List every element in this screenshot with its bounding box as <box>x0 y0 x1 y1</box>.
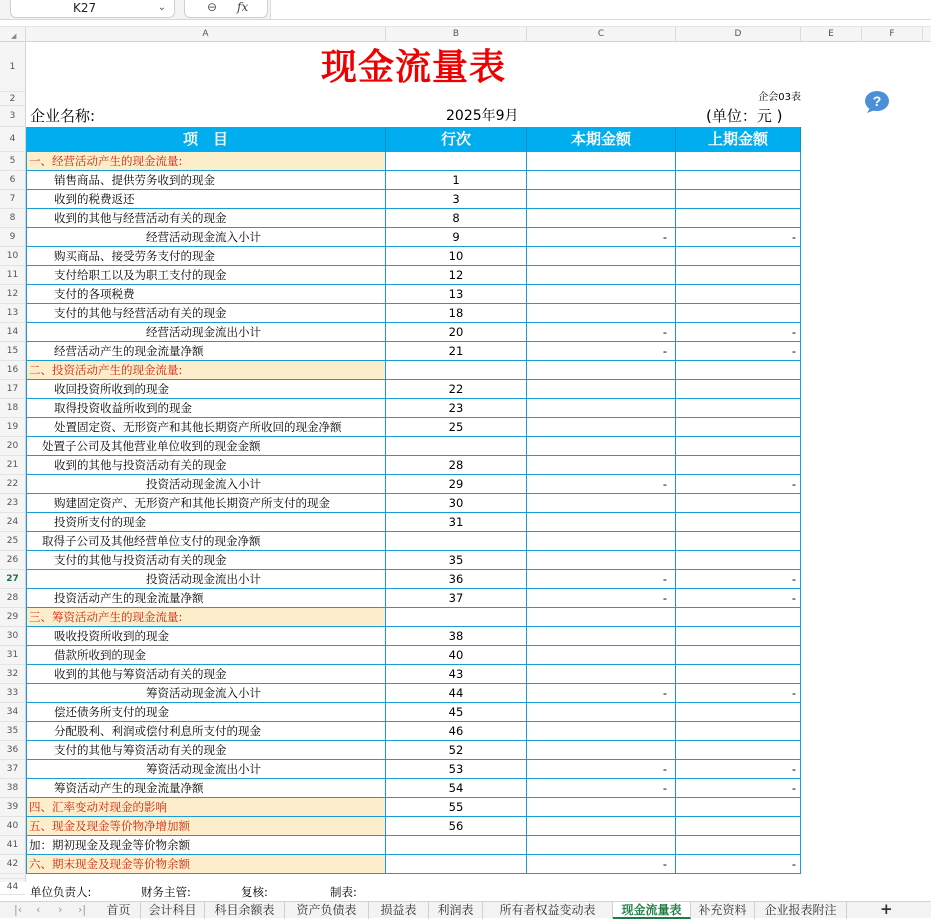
table-row <box>26 646 801 665</box>
current-amount-cell[interactable]: - <box>527 760 676 779</box>
table-row <box>26 665 801 684</box>
finance-label: 财务主管: <box>141 885 191 899</box>
row-number[interactable]: 6 <box>0 171 25 190</box>
current-amount-cell[interactable]: - <box>527 684 676 703</box>
table-row <box>26 266 801 285</box>
item-cell[interactable]: 支付的其他与投资活动有关的现金 <box>26 551 386 570</box>
column-header-a[interactable]: A <box>26 27 386 42</box>
previous-amount-cell[interactable] <box>676 798 801 817</box>
item-cell[interactable]: 偿还债务所支付的现金 <box>26 703 386 722</box>
current-amount-cell[interactable] <box>527 608 676 627</box>
table-row <box>26 171 801 190</box>
previous-amount-cell[interactable]: - <box>676 779 801 798</box>
item-cell[interactable]: 六、期末现金及现金等价物余额 <box>26 855 386 874</box>
table-row <box>26 209 801 228</box>
add-sheet-icon[interactable]: + <box>880 900 893 918</box>
row-number[interactable]: 12 <box>0 285 25 304</box>
previous-amount-cell[interactable] <box>676 171 801 190</box>
item-cell[interactable]: 销售商品、提供劳务收到的现金 <box>26 171 386 190</box>
previous-amount-cell[interactable] <box>676 646 801 665</box>
current-amount-cell[interactable]: - <box>527 342 676 361</box>
previous-amount-cell[interactable] <box>676 190 801 209</box>
form-code: 企会03表 <box>758 92 801 103</box>
item-cell[interactable]: 投资活动现金流出小计 <box>26 570 386 589</box>
item-cell[interactable]: 取得投资收益所收到的现金 <box>26 399 386 418</box>
table-row <box>26 608 801 627</box>
unit-label: (单位：元 ) <box>706 107 783 125</box>
previous-amount-cell[interactable] <box>676 703 801 722</box>
current-amount-cell[interactable] <box>527 247 676 266</box>
row-number[interactable]: 35 <box>0 722 25 741</box>
row-number[interactable]: 16 <box>0 361 25 380</box>
header-previous: 上期金额 <box>676 127 801 152</box>
previous-amount-cell[interactable]: - <box>676 323 801 342</box>
item-cell[interactable]: 收到的其他与经营活动有关的现金 <box>26 209 386 228</box>
row-number[interactable]: 10 <box>0 247 25 266</box>
row-header <box>0 42 26 892</box>
previous-amount-cell[interactable] <box>676 551 801 570</box>
table-row <box>26 228 801 247</box>
previous-amount-cell[interactable] <box>676 437 801 456</box>
table-row <box>26 551 801 570</box>
table-row <box>26 247 801 266</box>
line-number-cell[interactable]: 37 <box>386 589 527 608</box>
line-number-cell[interactable] <box>386 608 527 627</box>
table-row <box>26 418 801 437</box>
line-number-cell[interactable]: 23 <box>386 399 527 418</box>
previous-amount-cell[interactable] <box>676 247 801 266</box>
prepared-label: 制表: <box>330 885 357 899</box>
header-line: 行次 <box>386 127 527 152</box>
current-amount-cell[interactable] <box>527 703 676 722</box>
row-number[interactable]: 36 <box>0 741 25 760</box>
sheet-tab[interactable]: 会计科目 <box>141 902 205 919</box>
column-header-b[interactable]: B <box>386 27 527 42</box>
line-number-cell[interactable] <box>386 836 527 855</box>
column-header-d[interactable]: D <box>676 27 801 42</box>
company-name-label: 企业名称: <box>30 107 96 125</box>
table-row <box>26 703 801 722</box>
sheet-tab[interactable]: 补充资料 <box>691 902 755 919</box>
table-row <box>26 570 801 589</box>
line-number-cell[interactable]: 21 <box>386 342 527 361</box>
table-row <box>26 361 801 380</box>
previous-amount-cell[interactable]: - <box>676 228 801 247</box>
table-row <box>26 817 801 836</box>
table-row <box>26 456 801 475</box>
item-cell[interactable]: 三、筹资活动产生的现金流量: <box>26 608 386 627</box>
header-current: 本期金额 <box>527 127 676 152</box>
item-cell[interactable]: 取得子公司及其他经营单位支付的现金净额 <box>26 532 386 551</box>
previous-amount-cell[interactable] <box>676 494 801 513</box>
line-number-cell[interactable]: 1 <box>386 171 527 190</box>
current-amount-cell[interactable] <box>527 380 676 399</box>
column-header <box>0 26 931 42</box>
table-row <box>26 475 801 494</box>
select-all-corner[interactable]: ◢ <box>0 27 26 42</box>
table-row <box>26 741 801 760</box>
line-number-cell[interactable]: 25 <box>386 418 527 437</box>
row-number[interactable]: 31 <box>0 646 25 665</box>
last-sheet-icon[interactable]: ›| <box>78 903 87 916</box>
line-number-cell[interactable]: 13 <box>386 285 527 304</box>
previous-amount-cell[interactable]: - <box>676 342 801 361</box>
row-number[interactable]: 19 <box>0 418 25 437</box>
previous-amount-cell[interactable] <box>676 152 801 171</box>
previous-amount-cell[interactable] <box>676 418 801 437</box>
table-row <box>26 532 801 551</box>
row-number[interactable]: 34 <box>0 703 25 722</box>
sheet-tab[interactable]: 损益表 <box>369 902 429 919</box>
row-number[interactable]: 39 <box>0 798 25 817</box>
previous-amount-cell[interactable]: - <box>676 475 801 494</box>
item-cell[interactable]: 筹资活动现金流出小计 <box>26 760 386 779</box>
report-period: 2025年9月 <box>446 108 519 124</box>
previous-amount-cell[interactable] <box>676 722 801 741</box>
current-amount-cell[interactable]: - <box>527 475 676 494</box>
line-number-cell[interactable]: 30 <box>386 494 527 513</box>
line-number-cell[interactable]: 38 <box>386 627 527 646</box>
row-number[interactable]: 1 <box>0 42 25 92</box>
row-number[interactable]: 4 <box>0 127 25 152</box>
row-number[interactable]: 38 <box>0 779 25 798</box>
line-number-cell[interactable]: 45 <box>386 703 527 722</box>
row-number[interactable]: 9 <box>0 228 25 247</box>
row-number[interactable]: 33 <box>0 684 25 703</box>
line-number-cell[interactable]: 46 <box>386 722 527 741</box>
item-cell[interactable]: 处置子公司及其他营业单位收到的现金金额 <box>26 437 386 456</box>
item-cell[interactable]: 经营活动现金流入小计 <box>26 228 386 247</box>
table-row <box>26 798 801 817</box>
line-number-cell[interactable]: 31 <box>386 513 527 532</box>
line-number-cell[interactable]: 53 <box>386 760 527 779</box>
row-number[interactable]: 32 <box>0 665 25 684</box>
sheet-grid[interactable] <box>26 42 931 899</box>
previous-amount-cell[interactable] <box>676 380 801 399</box>
item-cell[interactable]: 借款所收到的现金 <box>26 646 386 665</box>
table-row <box>26 836 801 855</box>
review-label: 复核: <box>241 885 268 899</box>
table-row <box>26 380 801 399</box>
help-icon[interactable] <box>864 90 890 114</box>
item-cell[interactable]: 购买商品、接受劳务支付的现金 <box>26 247 386 266</box>
sheet-tab[interactable]: 现金流量表 <box>613 902 691 919</box>
row-number[interactable]: 2 <box>0 92 25 106</box>
previous-amount-cell[interactable] <box>676 513 801 532</box>
item-cell[interactable]: 收到的税费返还 <box>26 190 386 209</box>
previous-amount-cell[interactable]: - <box>676 589 801 608</box>
table-row <box>26 589 801 608</box>
row-number[interactable]: 7 <box>0 190 25 209</box>
current-amount-cell[interactable]: - <box>527 855 676 874</box>
table-row <box>26 722 801 741</box>
table-row <box>26 285 801 304</box>
previous-amount-cell[interactable] <box>676 836 801 855</box>
table-row <box>26 437 801 456</box>
line-number-cell[interactable]: 18 <box>386 304 527 323</box>
line-number-cell[interactable]: 54 <box>386 779 527 798</box>
item-cell[interactable]: 收到的其他与投资活动有关的现金 <box>26 456 386 475</box>
prev-sheet-icon[interactable]: ‹ <box>36 903 41 916</box>
row-number[interactable]: 42 <box>0 855 25 874</box>
line-number-cell[interactable]: 56 <box>386 817 527 836</box>
line-number-cell[interactable] <box>386 361 527 380</box>
header-item: 项 目 <box>26 127 386 152</box>
row-number[interactable]: 20 <box>0 437 25 456</box>
current-amount-cell[interactable] <box>527 836 676 855</box>
sheet-tab[interactable]: 企业报表附注 <box>755 902 847 919</box>
table-row <box>26 152 801 171</box>
current-amount-cell[interactable] <box>527 513 676 532</box>
row-number[interactable]: 5 <box>0 152 25 171</box>
row-number[interactable]: 22 <box>0 475 25 494</box>
row-number[interactable]: 41 <box>0 836 25 855</box>
row-number[interactable]: 15 <box>0 342 25 361</box>
current-amount-cell[interactable] <box>527 190 676 209</box>
item-cell[interactable]: 吸收投资所收到的现金 <box>26 627 386 646</box>
zoom-out-icon[interactable]: ⊖ <box>207 0 218 14</box>
line-number-cell[interactable]: 52 <box>386 741 527 760</box>
current-amount-cell[interactable] <box>527 418 676 437</box>
table-row <box>26 779 801 798</box>
current-amount-cell[interactable] <box>527 399 676 418</box>
sheet-tab[interactable]: 科目余额表 <box>205 902 285 919</box>
row-number[interactable]: 25 <box>0 532 25 551</box>
row-number[interactable]: 8 <box>0 209 25 228</box>
current-amount-cell[interactable] <box>527 152 676 171</box>
item-cell[interactable]: 支付的其他与筹资活动有关的现金 <box>26 741 386 760</box>
line-number-cell[interactable]: 40 <box>386 646 527 665</box>
item-cell[interactable]: 支付给职工以及为职工支付的现金 <box>26 266 386 285</box>
formula-input[interactable] <box>270 0 931 19</box>
sheet-tab[interactable]: 利润表 <box>429 902 483 919</box>
row-number[interactable]: 29 <box>0 608 25 627</box>
line-number-cell[interactable]: 22 <box>386 380 527 399</box>
row-number[interactable]: 37 <box>0 760 25 779</box>
previous-amount-cell[interactable] <box>676 456 801 475</box>
line-number-cell[interactable]: 29 <box>386 475 527 494</box>
column-header-f[interactable]: F <box>862 27 923 42</box>
previous-amount-cell[interactable] <box>676 608 801 627</box>
line-number-cell[interactable]: 35 <box>386 551 527 570</box>
row-number[interactable]: 21 <box>0 456 25 475</box>
sheet-tab-bar <box>0 901 931 918</box>
table-row <box>26 760 801 779</box>
row-number[interactable]: 3 <box>0 106 25 127</box>
sheet-tab[interactable]: 首页 <box>97 902 141 919</box>
svg-text:?: ? <box>872 93 882 109</box>
table-row <box>26 684 801 703</box>
previous-amount-cell[interactable]: - <box>676 684 801 703</box>
row-number[interactable]: 18 <box>0 399 25 418</box>
table-header <box>26 127 801 152</box>
previous-amount-cell[interactable] <box>676 304 801 323</box>
previous-amount-cell[interactable] <box>676 361 801 380</box>
previous-amount-cell[interactable] <box>676 266 801 285</box>
line-number-cell[interactable]: 8 <box>386 209 527 228</box>
row-number[interactable]: 23 <box>0 494 25 513</box>
line-number-cell[interactable]: 44 <box>386 684 527 703</box>
previous-amount-cell[interactable] <box>676 532 801 551</box>
item-cell[interactable]: 处置固定资、无形资产和其他长期资产所收回的现金净额 <box>26 418 386 437</box>
current-amount-cell[interactable] <box>527 665 676 684</box>
table-row <box>26 855 801 874</box>
current-amount-cell[interactable] <box>527 437 676 456</box>
row-number[interactable]: 27 <box>0 570 25 589</box>
current-amount-cell[interactable]: - <box>527 570 676 589</box>
previous-amount-cell[interactable] <box>676 817 801 836</box>
current-amount-cell[interactable] <box>527 646 676 665</box>
row-number[interactable]: 40 <box>0 817 25 836</box>
function-box <box>184 0 268 18</box>
current-amount-cell[interactable]: - <box>527 228 676 247</box>
row-number[interactable]: 28 <box>0 589 25 608</box>
current-amount-cell[interactable]: - <box>527 779 676 798</box>
item-cell[interactable]: 支付的各项税费 <box>26 285 386 304</box>
sheet-tab[interactable]: 所有者权益变动表 <box>483 902 613 919</box>
current-amount-cell[interactable]: - <box>527 323 676 342</box>
table-row <box>26 342 801 361</box>
current-amount-cell[interactable] <box>527 722 676 741</box>
previous-amount-cell[interactable] <box>676 741 801 760</box>
line-number-cell[interactable]: 55 <box>386 798 527 817</box>
table-row <box>26 304 801 323</box>
row-number[interactable]: 14 <box>0 323 25 342</box>
previous-amount-cell[interactable] <box>676 665 801 684</box>
line-number-cell[interactable] <box>386 532 527 551</box>
column-header-e[interactable]: E <box>801 27 862 42</box>
current-amount-cell[interactable] <box>527 361 676 380</box>
item-cell[interactable]: 投资所支付的现金 <box>26 513 386 532</box>
item-cell[interactable]: 支付的其他与经营活动有关的现金 <box>26 304 386 323</box>
line-number-cell[interactable] <box>386 152 527 171</box>
item-cell[interactable]: 五、现金及现金等价物净增加额 <box>26 817 386 836</box>
item-cell[interactable]: 收回投资所收到的现金 <box>26 380 386 399</box>
column-header-c[interactable]: C <box>527 27 676 42</box>
current-amount-cell[interactable] <box>527 817 676 836</box>
current-amount-cell[interactable] <box>527 171 676 190</box>
item-cell[interactable]: 一、经营活动产生的现金流量: <box>26 152 386 171</box>
formula-bar <box>0 0 931 20</box>
row-number[interactable]: 13 <box>0 304 25 323</box>
item-cell[interactable]: 投资活动现金流入小计 <box>26 475 386 494</box>
current-amount-cell[interactable] <box>527 494 676 513</box>
previous-amount-cell[interactable]: - <box>676 855 801 874</box>
row-number[interactable]: 24 <box>0 513 25 532</box>
sheet-tab[interactable]: 资产负债表 <box>285 902 369 919</box>
row-number[interactable]: 11 <box>0 266 25 285</box>
table-row <box>26 399 801 418</box>
table-row <box>26 323 801 342</box>
line-number-cell[interactable]: 36 <box>386 570 527 589</box>
insert-function-icon[interactable]: fx <box>237 0 249 14</box>
row-number[interactable]: 30 <box>0 627 25 646</box>
line-number-cell[interactable]: 28 <box>386 456 527 475</box>
line-number-cell[interactable]: 9 <box>386 228 527 247</box>
line-number-cell[interactable]: 20 <box>386 323 527 342</box>
manager-label: 单位负责人: <box>30 885 92 899</box>
item-cell[interactable]: 分配股利、利润或偿付利息所支付的现金 <box>26 722 386 741</box>
current-amount-cell[interactable]: - <box>527 589 676 608</box>
current-amount-cell[interactable] <box>527 627 676 646</box>
table-row <box>26 627 801 646</box>
current-amount-cell[interactable] <box>527 456 676 475</box>
current-amount-cell[interactable] <box>527 551 676 570</box>
item-cell[interactable]: 二、投资活动产生的现金流量: <box>26 361 386 380</box>
item-cell[interactable]: 加：期初现金及现金等价物余额 <box>26 836 386 855</box>
current-amount-cell[interactable] <box>527 741 676 760</box>
chevron-down-icon[interactable]: ⌄ <box>157 2 166 13</box>
previous-amount-cell[interactable] <box>676 627 801 646</box>
name-box-value: K27 <box>73 1 97 15</box>
item-cell[interactable]: 经营活动产生的现金流量净额 <box>26 342 386 361</box>
item-cell[interactable]: 筹资活动产生的现金流量净额 <box>26 779 386 798</box>
row-number[interactable]: 44 <box>0 879 25 895</box>
item-cell[interactable]: 购建固定资产、无形资产和其他长期资产所支付的现金 <box>26 494 386 513</box>
line-number-cell[interactable]: 3 <box>386 190 527 209</box>
name-box[interactable] <box>10 0 175 18</box>
item-cell[interactable]: 投资活动产生的现金流量净额 <box>26 589 386 608</box>
line-number-cell[interactable]: 10 <box>386 247 527 266</box>
current-amount-cell[interactable] <box>527 532 676 551</box>
current-amount-cell[interactable] <box>527 285 676 304</box>
report-title: 现金流量表 <box>320 47 506 88</box>
previous-amount-cell[interactable] <box>676 399 801 418</box>
table-row <box>26 494 801 513</box>
previous-amount-cell[interactable] <box>676 209 801 228</box>
item-cell[interactable]: 经营活动现金流出小计 <box>26 323 386 342</box>
table-row <box>26 190 801 209</box>
table-row <box>26 513 801 532</box>
next-sheet-icon[interactable]: › <box>58 903 63 916</box>
current-amount-cell[interactable] <box>527 304 676 323</box>
previous-amount-cell[interactable] <box>676 285 801 304</box>
previous-amount-cell[interactable]: - <box>676 760 801 779</box>
previous-amount-cell[interactable]: - <box>676 570 801 589</box>
item-cell[interactable]: 四、汇率变动对现金的影响 <box>26 798 386 817</box>
line-number-cell[interactable]: 43 <box>386 665 527 684</box>
line-number-cell[interactable] <box>386 437 527 456</box>
current-amount-cell[interactable] <box>527 798 676 817</box>
item-cell[interactable]: 筹资活动现金流入小计 <box>26 684 386 703</box>
item-cell[interactable]: 收到的其他与筹资活动有关的现金 <box>26 665 386 684</box>
row-number[interactable]: 17 <box>0 380 25 399</box>
line-number-cell[interactable]: 12 <box>386 266 527 285</box>
current-amount-cell[interactable] <box>527 209 676 228</box>
first-sheet-icon[interactable]: |‹ <box>14 903 23 916</box>
row-number[interactable]: 26 <box>0 551 25 570</box>
line-number-cell[interactable] <box>386 855 527 874</box>
current-amount-cell[interactable] <box>527 266 676 285</box>
